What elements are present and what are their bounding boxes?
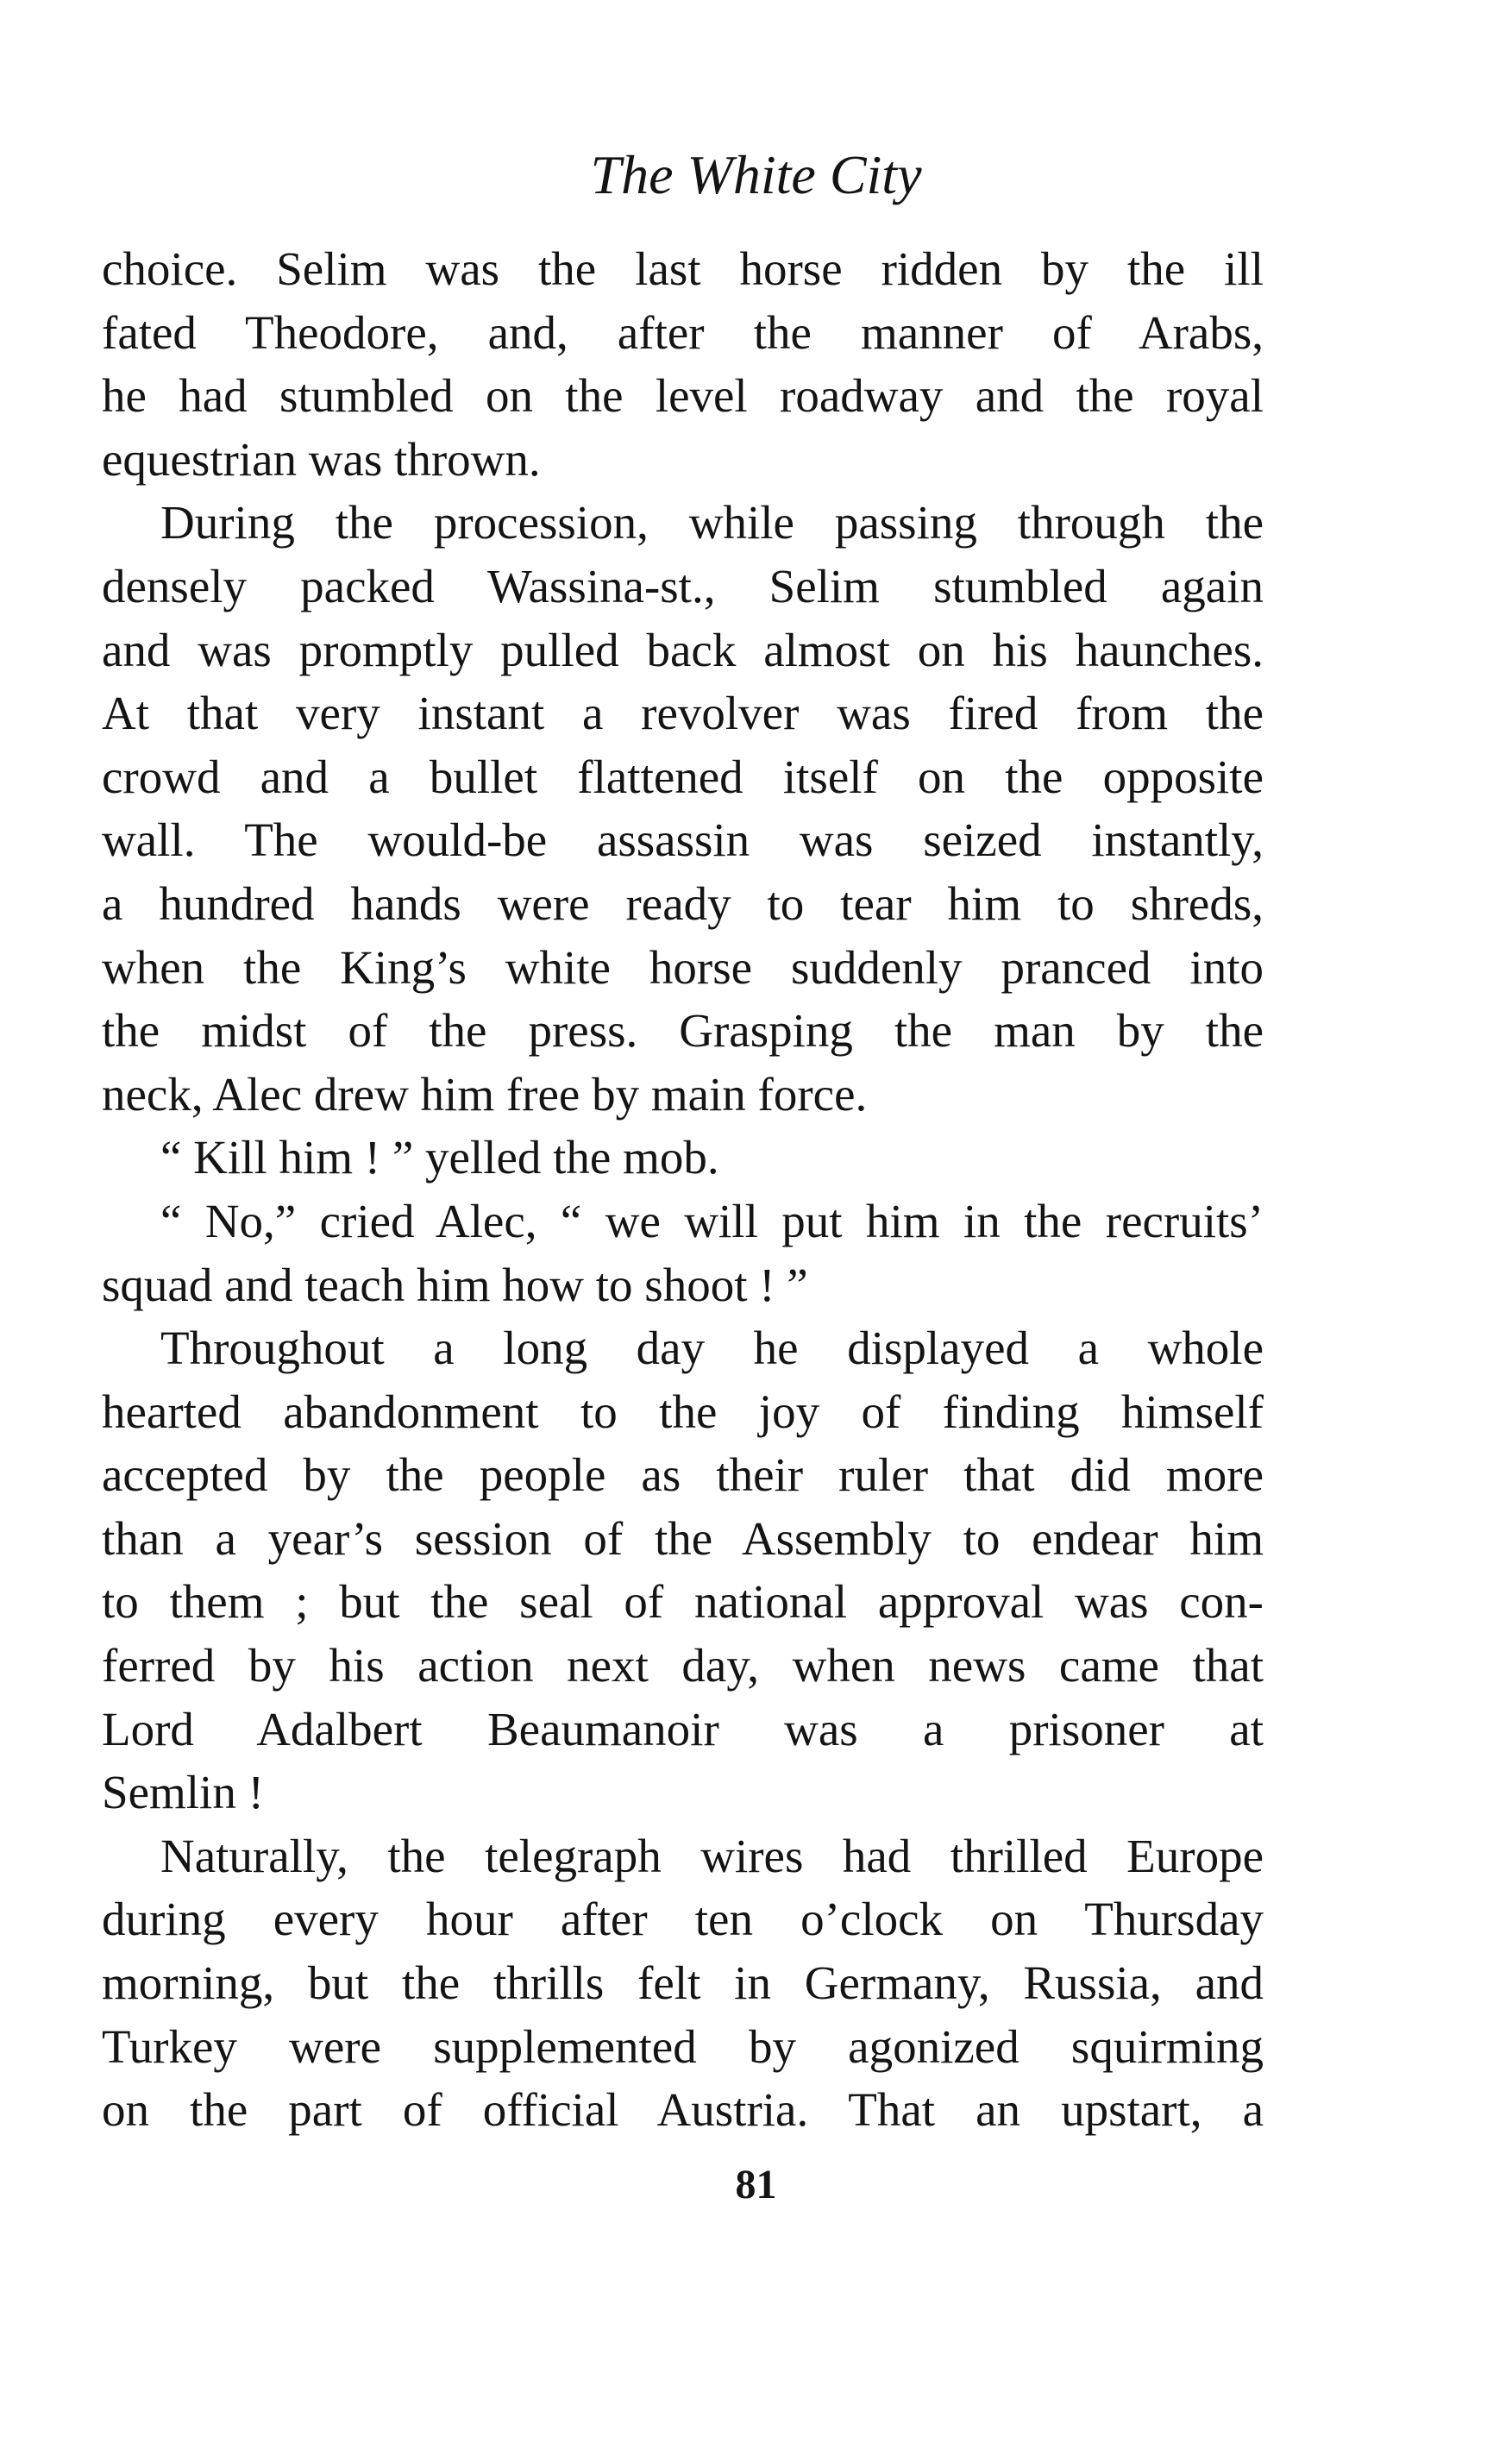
text-line: “ No,” cried Alec, “ we will put him in the recruits’ [160,1194,1264,1247]
paragraph [102,1126,1264,1190]
text-line: to them ; but the seal of national approval was con- [102,1575,1264,1629]
text-line: when the King’s white horse suddenly pranced into [102,940,1264,994]
text-line: squad and teach him how to shoot ! ” [102,1258,808,1311]
text-line: wall. The would-be assassin was seized instantly, [102,813,1264,867]
text-line: ferred by his action next day, when news came that [102,1639,1264,1692]
text-line: fated Theodore, and, after the manner of Arabs, [102,305,1264,359]
page-number: 81 [735,2162,777,2207]
text-line: Naturally, the telegraph wires had thrilled Europe [160,1829,1264,1882]
text-line: Turkey were supplemented by agonized squirming [102,2019,1264,2073]
body-text [102,237,1264,2142]
running-head: The White City [590,144,922,205]
text-line: equestrian was thrown. [102,432,541,486]
text-line: the midst of the press. Grasping the man by the [102,1004,1264,1058]
paragraph [102,1824,1264,2142]
text-line: accepted by the people as their ruler that did more [102,1448,1264,1502]
text-line: during every hour after ten o’clock on Thursday [102,1893,1264,1946]
text-line: and was promptly pulled back almost on his haunches. [102,623,1264,676]
text-line: At that very instant a revolver was fired from the [102,687,1264,740]
text-line: morning, but the thrills felt in Germany, Russia, and [102,1956,1264,2010]
text-line: “ Kill him ! ” yelled the mob. [160,1131,719,1184]
text-line: crowd and a bullet flattened itself on the opposite [102,750,1264,803]
text-line: he had stumbled on the level roadway and the royal [102,369,1264,423]
paragraph [102,491,1264,1126]
text-line: Lord Adalbert Beaumanoir was a prisoner at [102,1702,1264,1755]
text-line: Semlin ! [102,1766,264,1819]
text-line: During the procession, while passing through the [160,496,1264,549]
text-line: than a year’s session of the Assembly to endear him [102,1511,1264,1565]
text-line: densely packed Wassina-st., Selim stumbled again [102,559,1264,612]
paragraph [102,237,1264,491]
paragraph [102,1316,1264,1824]
text-line: choice. Selim was the last horse ridden by the ill [102,242,1264,295]
text-line: hearted abandonment to the joy of finding himself [102,1385,1264,1438]
text-line: neck, Alec drew him free by main force. [102,1067,868,1121]
text-line: Throughout a long day he displayed a whole [160,1322,1264,1375]
paragraph [102,1190,1264,1316]
text-line: on the part of official Austria. That an upstart, a [102,2083,1264,2137]
text-line: a hundred hands were ready to tear him to shreds, [102,876,1264,930]
